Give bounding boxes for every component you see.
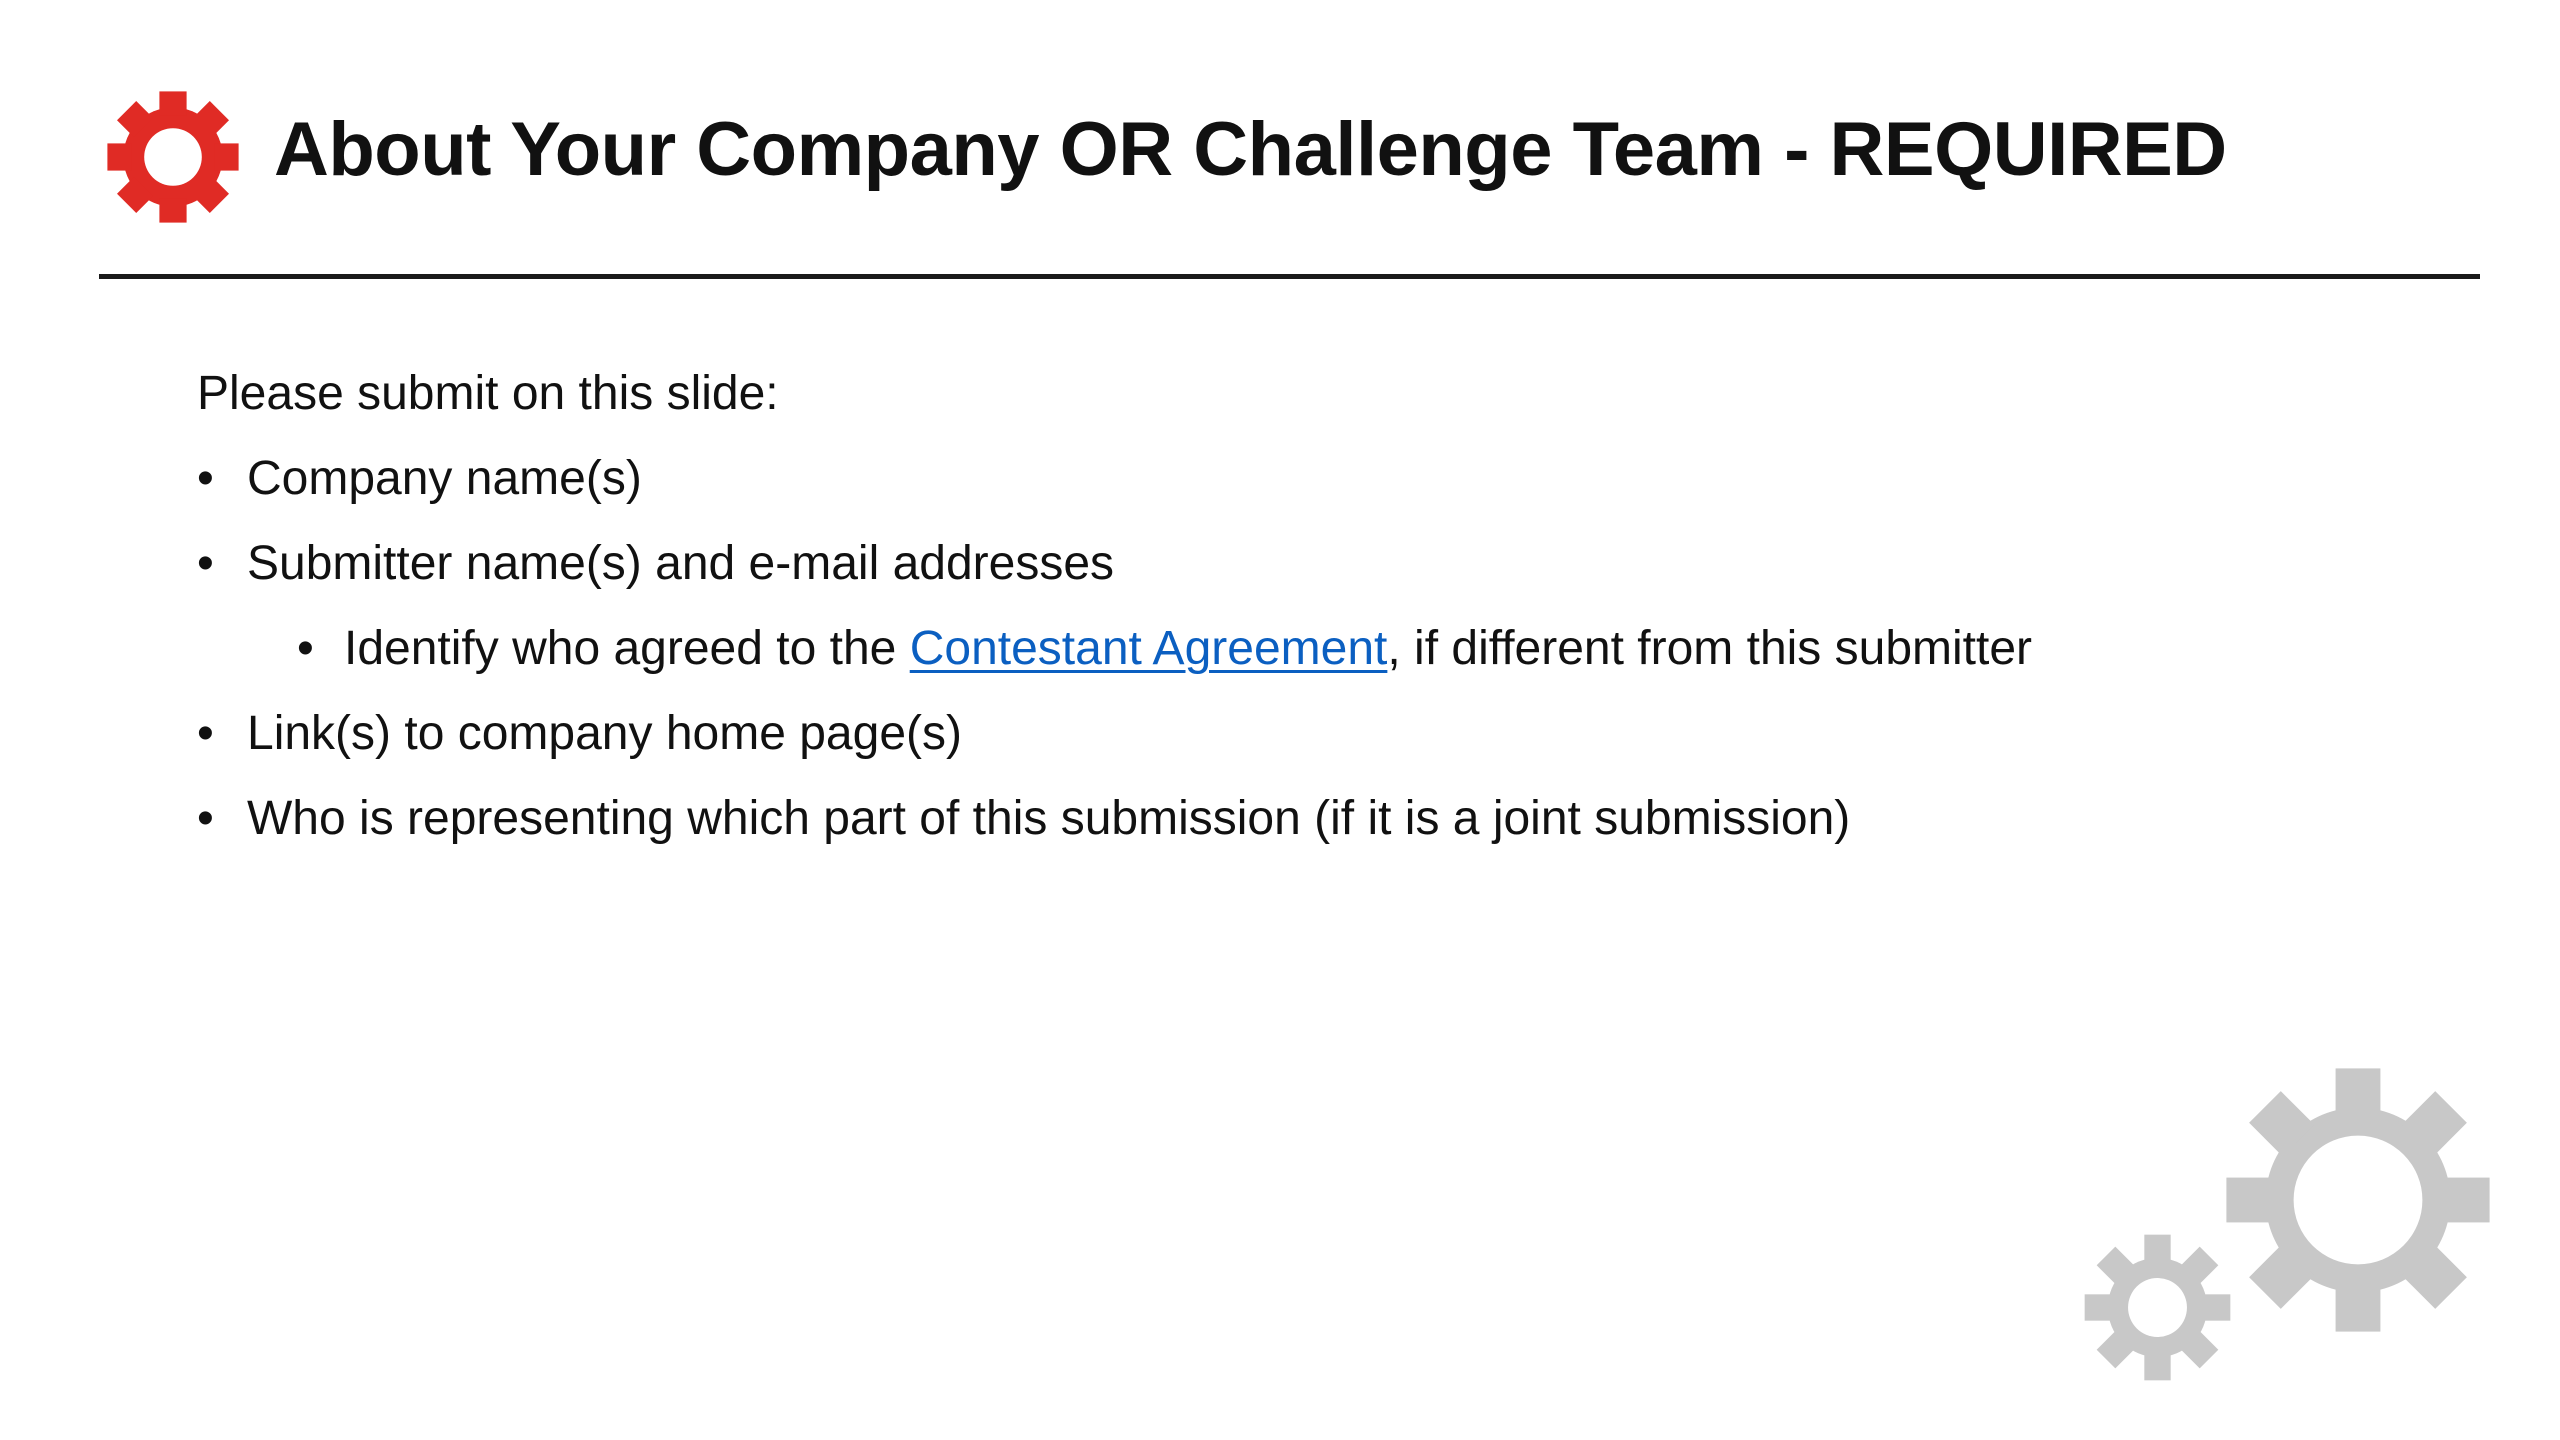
title-divider bbox=[99, 274, 2480, 279]
list-item-text-suffix: , if different from this submitter bbox=[1387, 622, 2033, 675]
contestant-agreement-link[interactable]: Contestant Agreement bbox=[909, 622, 1388, 675]
list-item bbox=[197, 449, 2397, 509]
list-item bbox=[197, 704, 2397, 764]
sub-list-item bbox=[197, 619, 2397, 679]
gear-icon bbox=[2218, 1060, 2498, 1340]
slide-title: About Your Company OR Challenge Team - REQUIRED bbox=[274, 107, 2227, 192]
gear-icon bbox=[93, 77, 253, 237]
intro-text: Please submit on this slide: bbox=[197, 367, 779, 420]
slide-body bbox=[197, 364, 2397, 874]
bullet: • bbox=[197, 792, 214, 845]
list-item-text: Company name(s) bbox=[247, 452, 642, 505]
bullet: • bbox=[197, 452, 214, 505]
bullet: • bbox=[297, 622, 314, 675]
bullet: • bbox=[197, 707, 214, 760]
list-item-text: Submitter name(s) and e-mail addresses bbox=[247, 537, 1115, 590]
list-item bbox=[197, 534, 2397, 594]
bullet: • bbox=[197, 537, 214, 590]
requirements-list bbox=[197, 449, 2397, 849]
list-item-text: Who is representing which part of this submission (if it is a joint submission) bbox=[247, 792, 1851, 845]
gear-icon bbox=[2080, 1230, 2235, 1385]
list-item bbox=[197, 789, 2397, 849]
list-item-text-prefix: Identify who agreed to the bbox=[344, 622, 910, 675]
list-item-text: Link(s) to company home page(s) bbox=[247, 707, 962, 760]
